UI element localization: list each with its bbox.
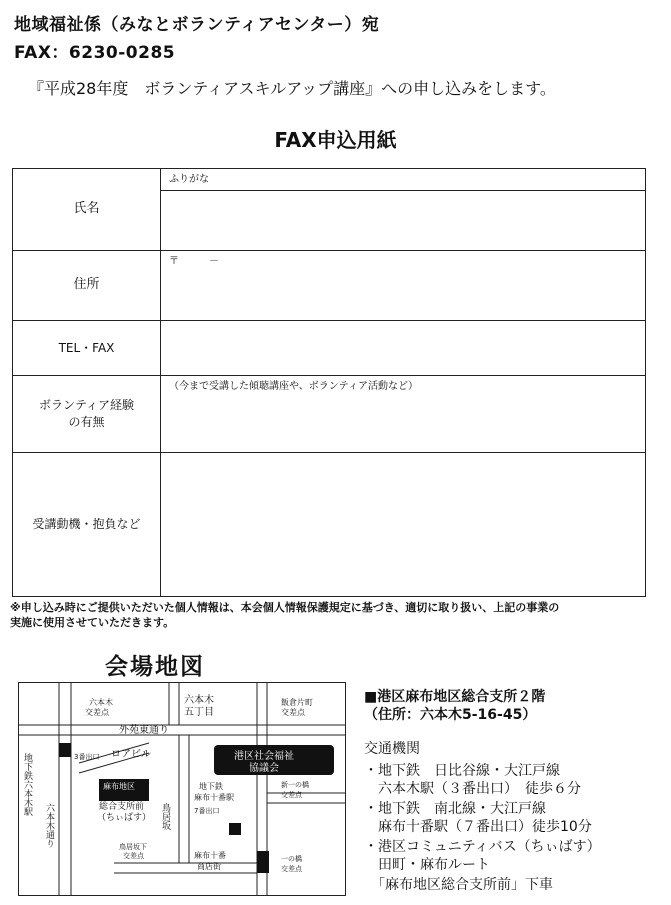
privacy-note-line1: ※申し込み時にご提供いただいた個人情報は、本会個人情報保護規定に基づき、適切に取り扱い、上記の事業の [10,601,560,614]
name-field[interactable] [161,191,646,251]
map-label-council-1: 港区社会福祉 [234,751,294,762]
map-label-roppongi5-2: 五丁目 [184,707,214,718]
map-label-juban-2: 麻布十番駅 [194,793,234,802]
map-label-toriizaka-shita-1: 鳥居坂下 [119,843,147,851]
privacy-note-line2: 実施に使用させていただきます。 [10,616,175,629]
recipient-header: 地域福祉係（みなとボランティアセンター）宛 [14,15,380,35]
transport-line: 田町・麻布ルート [364,857,490,873]
map-label-exit7: 7番出口 [194,807,220,815]
address-field[interactable] [161,251,646,321]
transport-line: 「麻布地区総合支所前」下車 [364,877,553,893]
map-label-ichi-1: 一の橋 [281,855,302,863]
map-label-shin-ichi-1: 新一の橋 [281,781,309,789]
map-label-iikura-1: 飯倉片町 [281,698,313,707]
map-label-roppongi-crossing-2: 交差点 [85,708,109,717]
map-label-juban-1: 地下鉄 [199,782,223,791]
form-title: FAX申込用紙 [274,128,397,152]
transport-title: 交通機関 [364,741,420,757]
map-label-iikura-2: 交差点 [281,708,305,717]
map-label-azabu-2: 総合支所前 [99,802,145,812]
tel-fax-label: TEL・FAX [13,321,161,376]
map-label-toriizaka: 鳥居坂 [160,803,170,830]
transport-line: ・地下鉄 日比谷線・大江戸線 [364,763,560,779]
map-label-ichi-2: 交差点 [281,865,302,873]
map-label-roppongi-crossing-1: 六本木 [89,698,113,707]
venue-map [18,682,346,896]
map-label-shotengai-1: 麻布十番 [194,851,226,860]
tel-fax-field[interactable] [161,321,646,376]
map-label-azabu-1: 麻布地区 [103,782,135,791]
venue-location: ■港区麻布地区総合支所２階 [364,689,546,705]
volunteer-label-line2: の有無 [68,415,105,429]
map-label-subway-roppongi: 地下鉄六本木駅 [22,753,32,816]
address-label: 住所 [13,251,161,321]
map-label-azabu-3: （ちぃばす） [97,813,152,823]
map-title: 会場地図 [105,654,205,680]
name-label: 氏名 [13,169,161,251]
furigana-field[interactable] [161,169,646,191]
map-label-roa: ロアビル [111,749,151,760]
volunteer-experience-label [13,376,161,453]
map-label-gaien: 外苑東通り [119,725,169,736]
map-label-toriizaka-shita-2: 交差点 [123,852,144,860]
juban-exit-block [229,823,241,835]
map-label-shin-ichi-2: 交差点 [281,791,302,799]
map-label-roppongi-dori: 六本木通り [44,803,54,848]
venue-address: （住所：六本木5-16-45） [364,707,537,723]
roppongi-station-block [59,743,71,757]
intro-text: 『平成28年度 ボランティアスキルアップ講座』への申し込みをします。 [28,79,556,98]
volunteer-experience-field[interactable] [161,376,646,453]
motivation-field[interactable] [161,453,646,597]
fax-number: FAX：6230-0285 [14,43,176,63]
map-label-roppongi5-1: 六本木 [184,695,214,706]
furigana-hint: ふりがな [169,174,209,185]
ichi-no-hashi-block [257,851,269,873]
transport-line: ・地下鉄 南北線・大江戸線 [364,801,546,817]
privacy-note [10,600,660,630]
motivation-label: 受講動機・抱負など [13,453,161,597]
transport-line: 麻布十番駅（７番出口）徒歩10分 [364,819,592,835]
transport-line: ・港区コミュニティバス（ちぃばす） [364,839,601,855]
map-label-shotengai-2: 商店街 [197,862,221,871]
volunteer-hint: （今まで受講した傾聴講座や、ボランティア活動など） [169,381,418,392]
postal-hint: 〒 － [169,256,219,267]
map-label-exit3: 3番出口 [74,753,100,761]
volunteer-label-line1: ボランティア経験 [38,398,135,413]
application-form [12,168,646,597]
transport-line: 六本木駅（３番出口） 徒歩６分 [364,781,581,797]
map-drawing [19,683,345,895]
map-label-council-2: 協議会 [249,763,279,774]
